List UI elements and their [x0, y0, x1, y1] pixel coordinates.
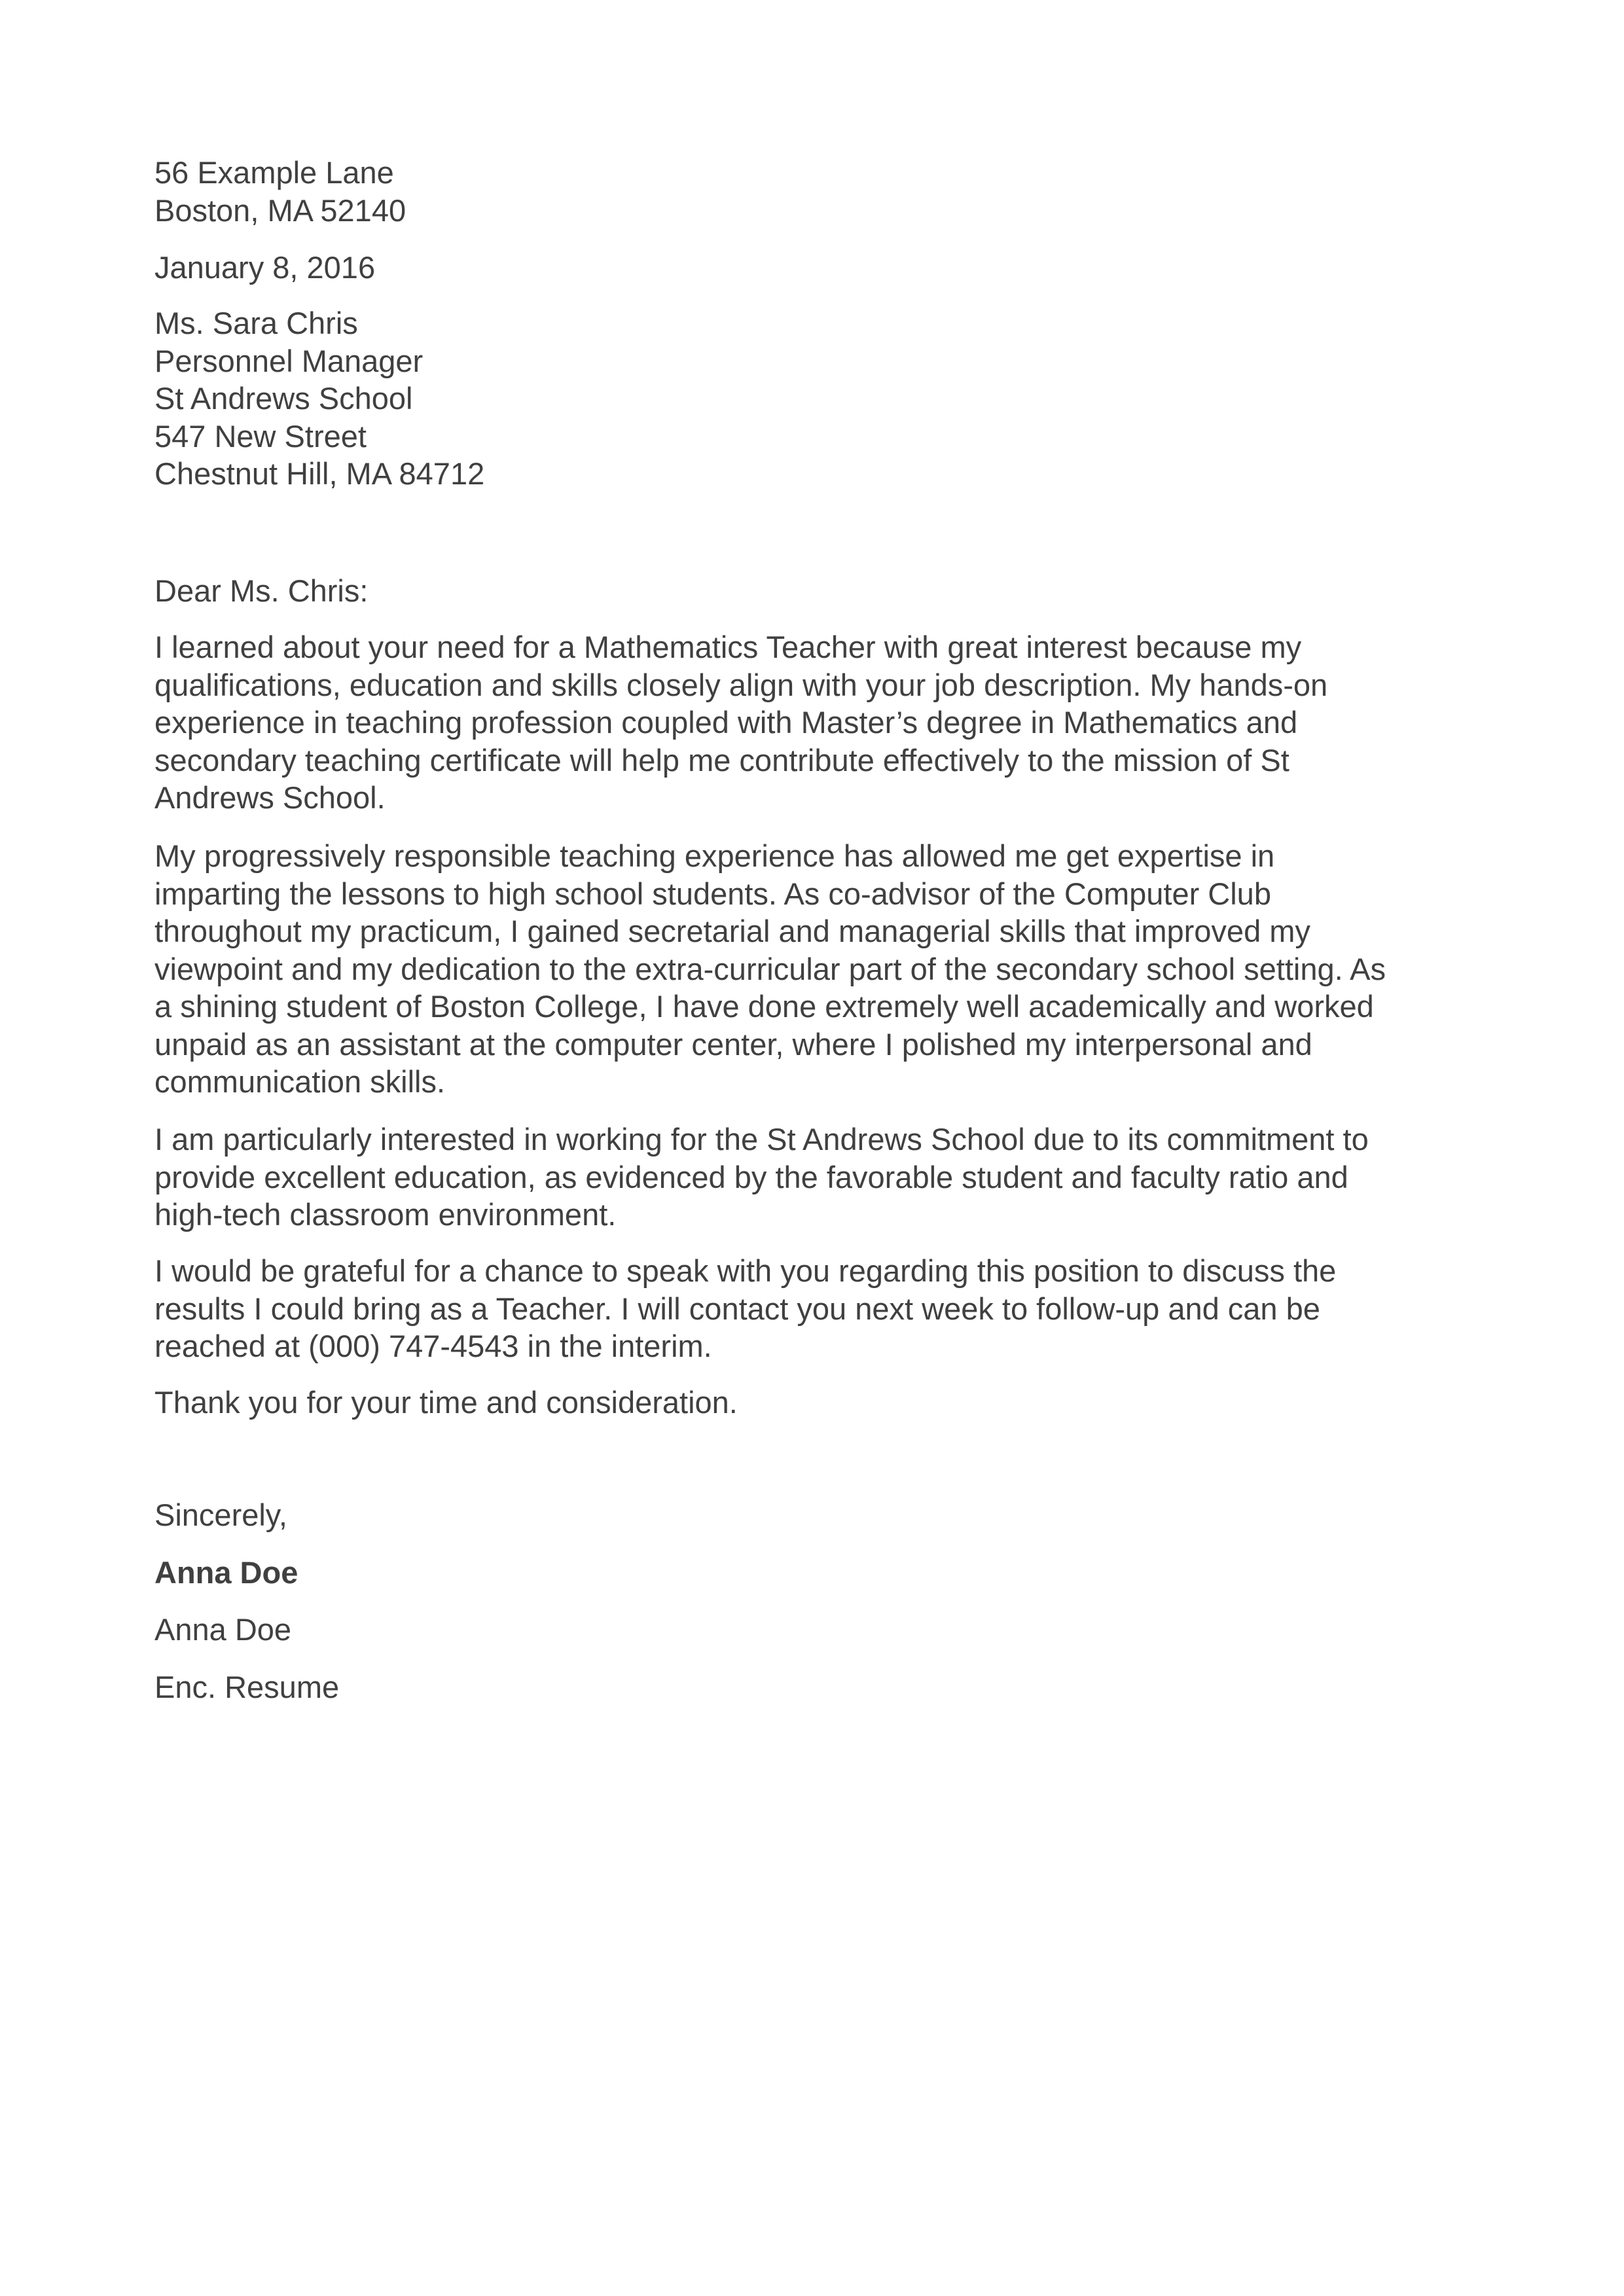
- signature-name: Anna Doe: [154, 1555, 298, 1590]
- sender-address: [154, 154, 1483, 229]
- recipient-address: [154, 304, 1483, 493]
- salutation-text: Dear Ms. Chris:: [154, 573, 369, 608]
- paragraph-line: Thank you for your time and consideration.: [154, 1385, 738, 1420]
- printed-name-text: Anna Doe: [154, 1612, 292, 1647]
- signature: [154, 1554, 1483, 1592]
- recipient-title: Personnel Manager: [154, 343, 424, 378]
- letter-date: [154, 249, 1483, 287]
- paragraph-line: unpaid as an assistant at the computer center, where I polished my interpersonal and: [154, 1026, 1312, 1062]
- body-paragraph-1: [154, 628, 1483, 817]
- paragraph-line: I would be grateful for a chance to speak with you regarding this position to discuss the: [154, 1253, 1337, 1288]
- recipient-street: 547 New Street: [154, 418, 367, 454]
- paragraph-line: imparting the lessons to high school students. As co-advisor of the Computer Club: [154, 876, 1271, 911]
- paragraph-line: I am particularly interested in working for the St Andrews School due to its commitment to: [154, 1122, 1369, 1157]
- enclosure: [154, 1668, 1483, 1706]
- body-paragraph-3: [154, 1121, 1483, 1234]
- sender-address-line: Boston, MA 52140: [154, 192, 406, 228]
- printed-name: [154, 1611, 1483, 1649]
- paragraph-line: high-tech classroom environment.: [154, 1197, 617, 1232]
- recipient-organization: St Andrews School: [154, 381, 413, 416]
- paragraph-line: I learned about your need for a Mathematics Teacher with great interest because my: [154, 630, 1302, 664]
- paragraph-line: secondary teaching certificate will help me contribute effectively to the mission of St: [154, 742, 1290, 778]
- paragraph-line: experience in teaching profession coupled with Master’s degree in Mathematics and: [154, 705, 1298, 740]
- body-paragraph-2: [154, 837, 1483, 1101]
- sender-address-line: 56 Example Lane: [154, 155, 394, 190]
- paragraph-line: reached at (000) 747-4543 in the interim.: [154, 1329, 712, 1363]
- paragraph-line: results I could bring as a Teacher. I will contact you next week to follow-up and can be: [154, 1291, 1320, 1326]
- paragraph-line: qualifications, education and skills closely align with your job description. My hands-on: [154, 667, 1328, 702]
- paragraph-line: My progressively responsible teaching experience has allowed me get expertise in: [154, 838, 1275, 873]
- paragraph-line: viewpoint and my dedication to the extra-curricular part of the secondary school setting. As: [154, 951, 1386, 986]
- paragraph-line: communication skills.: [154, 1064, 446, 1099]
- recipient-city: Chestnut Hill, MA 84712: [154, 456, 485, 491]
- enclosure-text: Enc. Resume: [154, 1670, 340, 1704]
- paragraph-line: throughout my practicum, I gained secretarial and managerial skills that improved my: [154, 914, 1310, 948]
- paragraph-line: Andrews School.: [154, 780, 386, 815]
- recipient-name: Ms. Sara Chris: [154, 306, 358, 340]
- closing-text: Sincerely,: [154, 1498, 287, 1532]
- salutation: [154, 572, 1483, 610]
- body-paragraph-5: [154, 1384, 1483, 1422]
- closing: [154, 1496, 1483, 1534]
- date-text: January 8, 2016: [154, 250, 376, 285]
- paragraph-line: provide excellent education, as evidenced by the favorable student and faculty ratio and: [154, 1159, 1348, 1194]
- body-paragraph-4: [154, 1252, 1483, 1365]
- paragraph-line: a shining student of Boston College, I have done extremely well academically and worked: [154, 989, 1374, 1024]
